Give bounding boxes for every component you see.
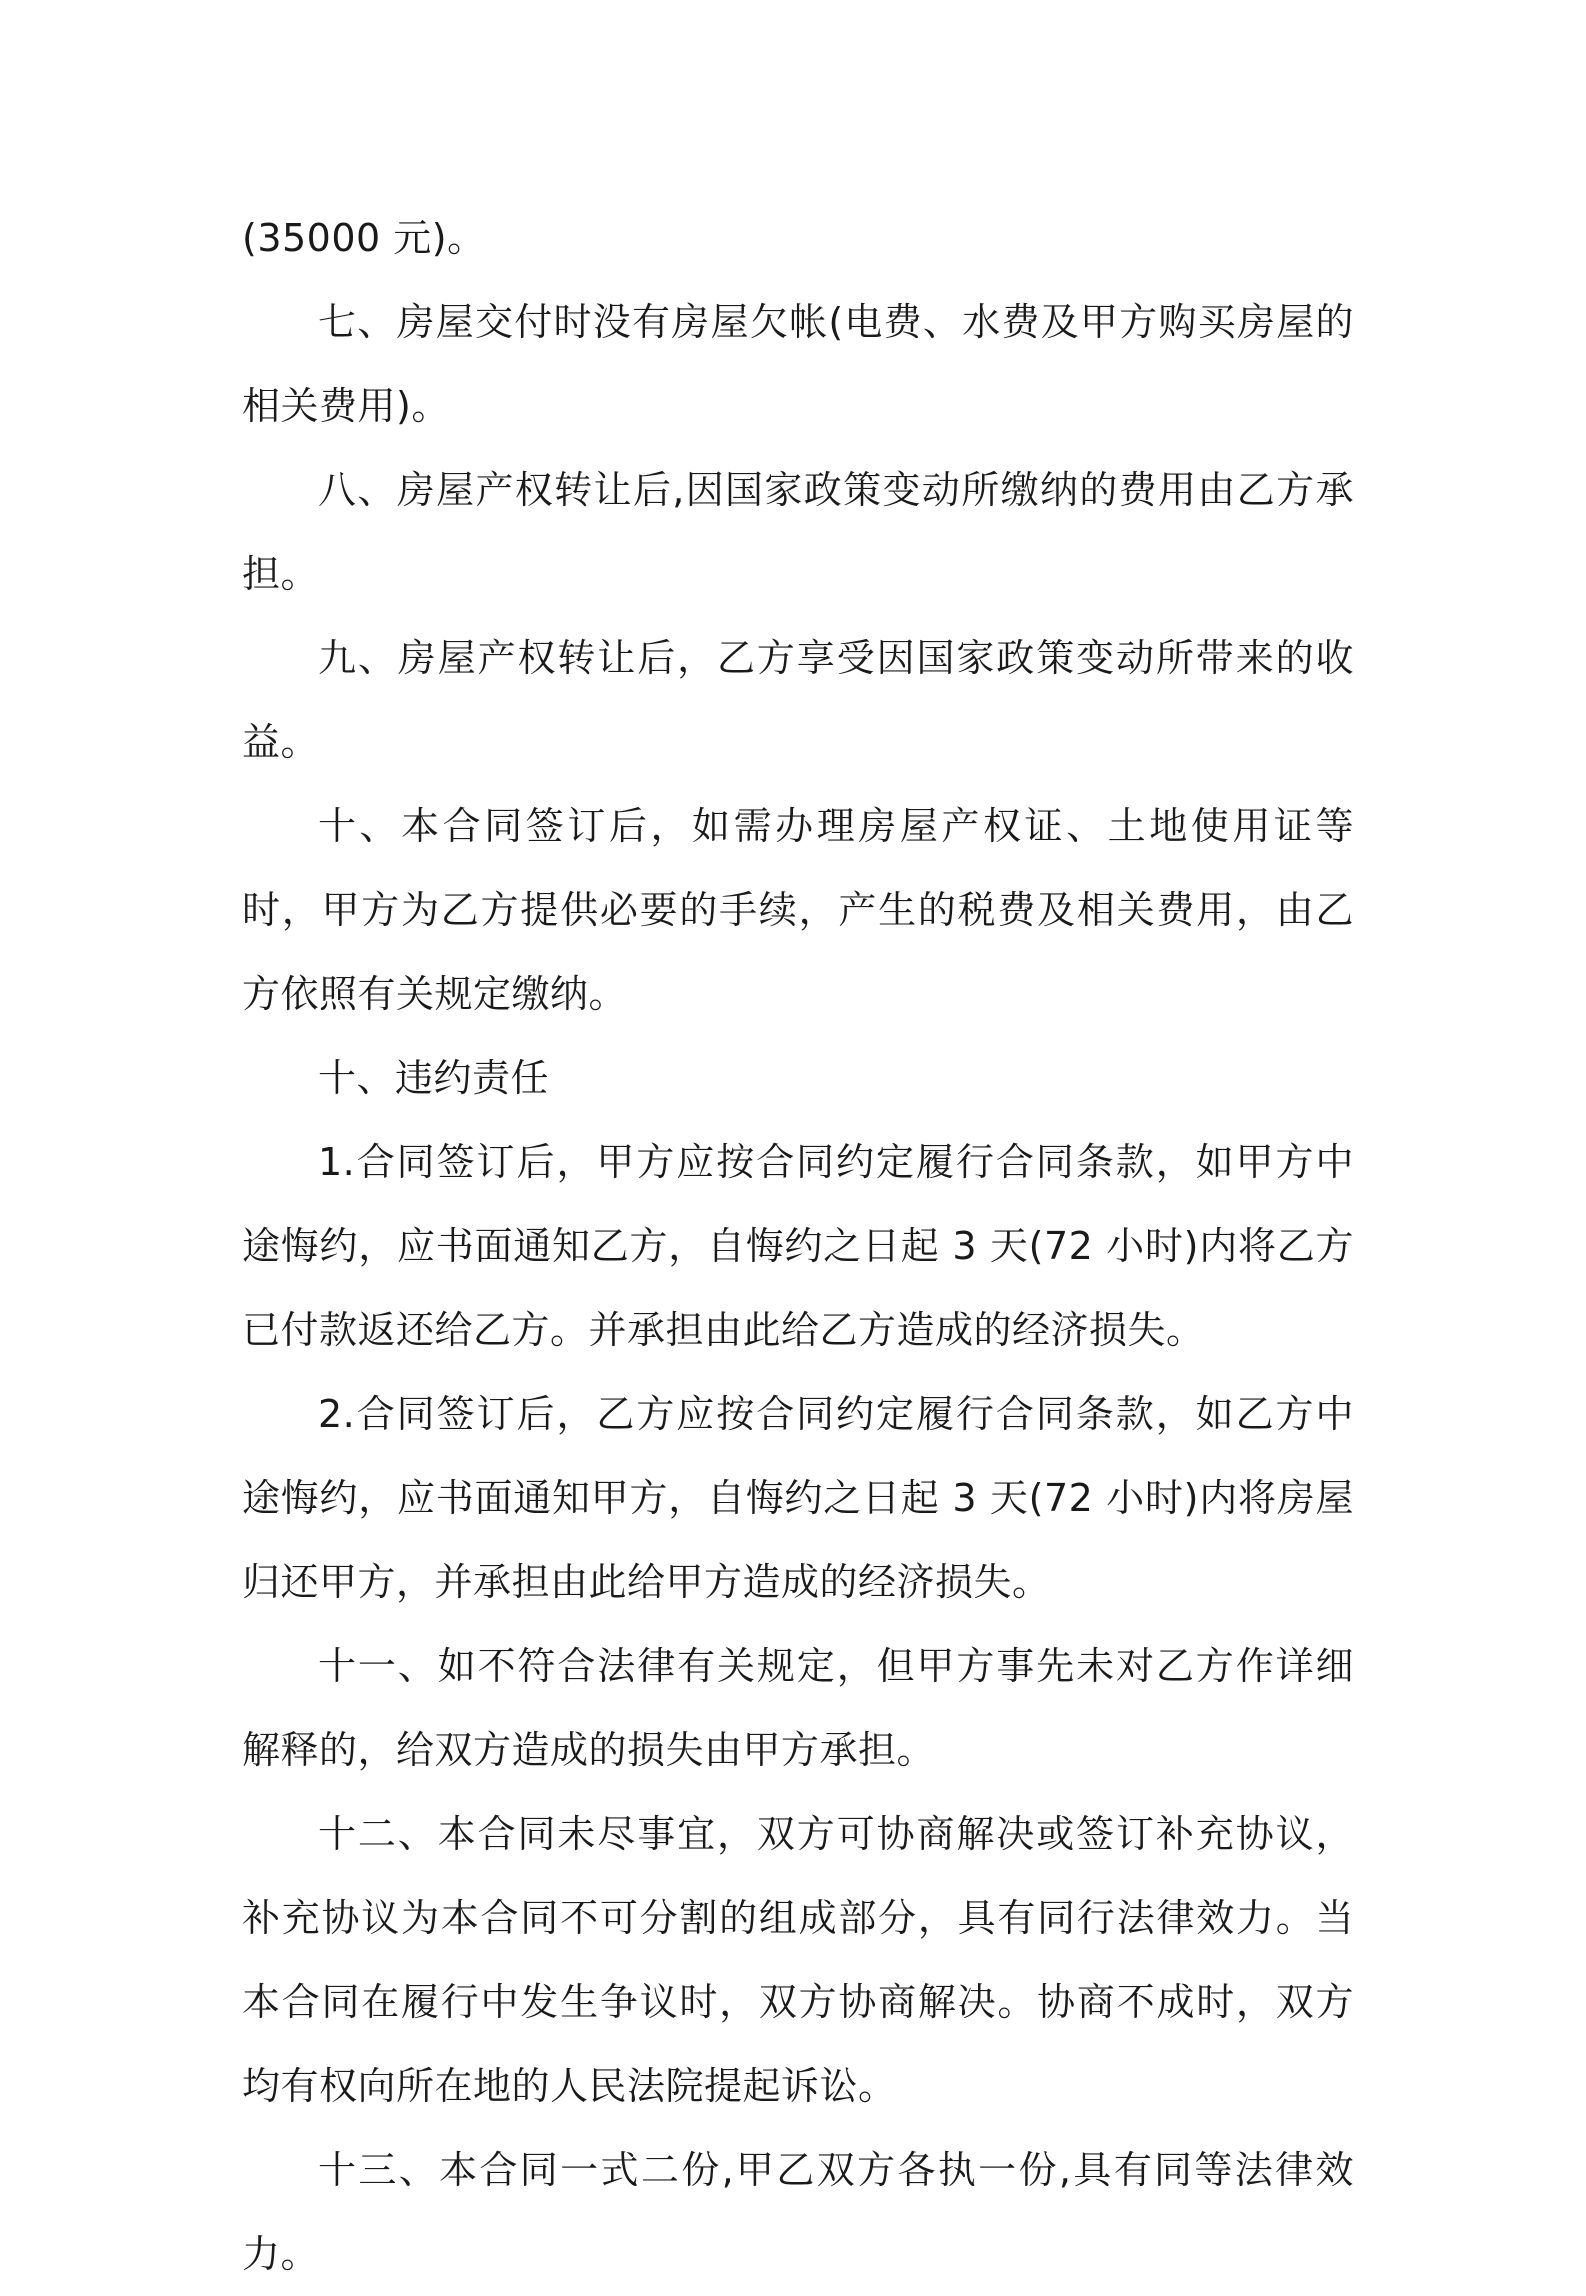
paragraph-breach-item-2: 2.合同签订后，乙方应按合同约定履行合同条款，如乙方中途悔约，应书面通知甲方，自悔约之日起 3 天(72 小时)内将房屋归还甲方，并承担由此给甲方造成的经济损失。 xyxy=(242,1392,1354,1604)
paragraph-clause-11: 十一、如不符合法律有关规定，但甲方事先未对乙方作详细解释的，给双方造成的损失由甲方承担。 xyxy=(242,1644,1354,1772)
paragraph-amount-continuation: (35000 元)。 xyxy=(242,216,486,260)
section-heading-breach-liability: 十、违约责任 xyxy=(318,1056,550,1100)
document-page xyxy=(242,196,1354,2296)
paragraph-clause-10: 十、本合同签订后，如需办理房屋产权证、土地使用证等时，甲方为乙方提供必要的手续，产生的税费及相关费用，由乙方依照有关规定缴纳。 xyxy=(242,804,1354,1016)
paragraph-clause-13: 十三、本合同一式二份,甲乙双方各执一份,具有同等法律效力。 xyxy=(242,2148,1354,2276)
paragraph-clause-8: 八、房屋产权转让后,因国家政策变动所缴纳的费用由乙方承担。 xyxy=(242,468,1354,596)
paragraph-breach-item-1: 1.合同签订后，甲方应按合同约定履行合同条款，如甲方中途悔约，应书面通知乙方，自悔约之日起 3 天(72 小时)内将乙方已付款返还给乙方。并承担由此给乙方造成的经济损失。 xyxy=(242,1140,1354,1352)
paragraph-clause-7: 七、房屋交付时没有房屋欠帐(电费、水费及甲方购买房屋的相关费用)。 xyxy=(242,300,1354,428)
paragraph-clause-12: 十二、本合同未尽事宜，双方可协商解决或签订补充协议，补充协议为本合同不可分割的组成部分，具有同行法律效力。当本合同在履行中发生争议时，双方协商解决。协商不成时，双方均有权向所在地的人民法院提起诉讼。 xyxy=(242,1812,1354,2108)
paragraph-clause-9: 九、房屋产权转让后，乙方享受因国家政策变动所带来的收益。 xyxy=(242,636,1354,764)
